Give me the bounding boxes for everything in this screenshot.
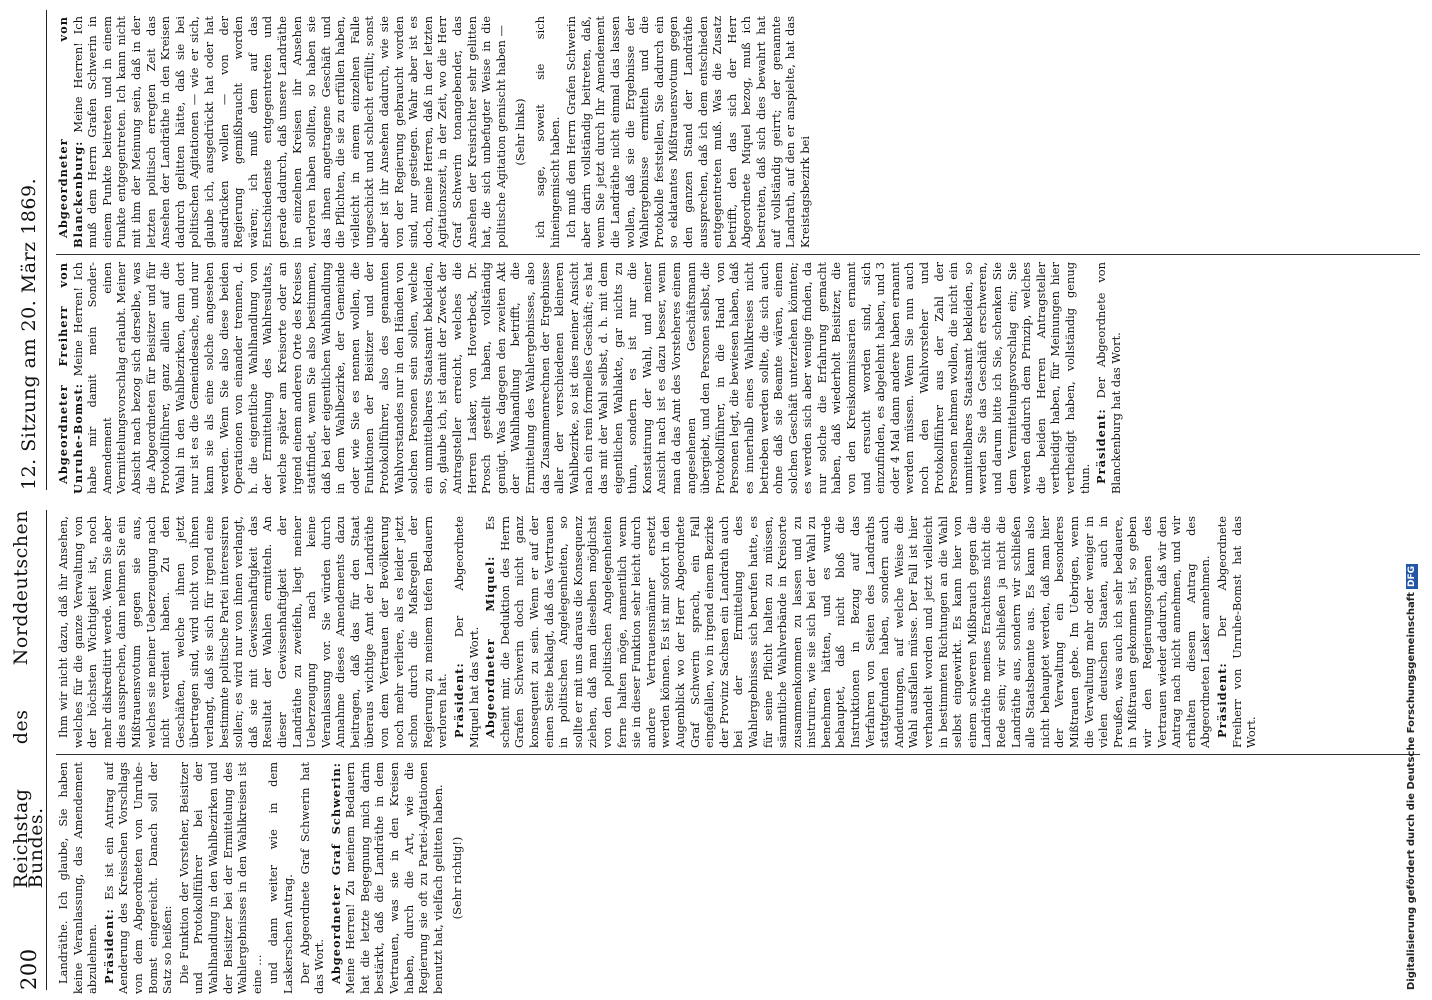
paragraph [56, 262, 1092, 494]
paragraph-text: Der Abgeordnete Freiherr von Unruhe-Bomst hat das Wort. [1214, 516, 1259, 748]
paragraph [56, 762, 100, 994]
speaker-name: Präsident: [452, 662, 467, 738]
digitization-note [1406, 10, 1428, 990]
paragraph [102, 762, 175, 994]
paragraph-text: Landräthe. Ich glaube, Sie haben keine Veranlassung, das Amendement abzulehnen. [56, 762, 100, 994]
paragraph [266, 762, 295, 994]
speaker-name: Präsident: [1214, 662, 1229, 738]
left-page [0, 500, 1432, 1000]
speaker-name: Abgeordneter Miquel: [483, 555, 498, 738]
paragraph-text: Meine Herren! Ich habe mir damit mein Sonder-Amendement einen Vermittelungsvorschlag erlaubt. Meiner Absicht nach bezog sich derselbe, was die Abgeordneten für Beisitzer und für Protokollführer, ganz allein auf die Wahl in den Wahlbezirken, denn dort nur ist es die Gemeindesache, und nur kann sie als eine solche angesehen werden. Wenn Sie also diese beiden Operationen von einander trennen, d. h. die eigentliche Wahlhandlung von der Ermittelung des Wahlresultats, welche später am Kreisorte oder an irgend einem anderen Orte des Kreises stattfindet, wenn Sie also bestimmen, daß bei der eigentlichen Wahlhandlung in dem Wahlbezirke, der Gemeinde oder wie Sie es nennen wollen, die Funktionen der Beisitzer und der Protokollführer, also des genannten Wahlvorstandes nur in den Händen von solchen Personen sein sollen, welche ein unmittelbares Staatsamt bekleiden, so, glaube ich, ist damit der Zweck der Antragsteller erreicht, welches die Herren Lasker, von Hoverbeck, Dr. Prosch gestellt haben, vollständig genügt. Was dagegen den zweiten Akt der Wahlhandlung betrifft, die Ermittelung des Wahlergebnisses, also das Zusammenrechnen der Ergebnisse aller der verschiedenen kleineren Wahlbezirke, so ist dies meiner Ansicht nach ein rein formelles Geschäft; es hat das mit der Wahl selbst, d. h. mit dem eigentlichen Wahlakte, gar nichts zu thun, sondern es ist nur die Konstatirung der Wahl, und meiner Ansicht nach ist es dazu besser, wenn man da das Amt des Vorsteheres einem angesehenen Geschäftsmann übergiebt, und den Personen selbst, die Protokollführer, in die Hand von Personen legt, die bewiesen haben, daß es innerhalb eines Wahlkreises nicht betrieben werden sollte, die sich auch ohne daß sie Beamte wären, einem solchen Geschäft unterziehen könnten; es werden sich aber wenige finden, da nur solche die Erfahrung gemacht haben, daß wiederholt Beisitzer, die von den Kreiskommissarien ernannt und ersucht worden sind, sich einzufinden, es abgelehnt haben, und 3 oder 4 Mal dann andere haben ernannt werden müssen. Wenn Sie nun auch noch den Wahlvorsteher und Protokollführer aus der Zahl der Personen nehmen wollen, die nicht ein unmittelbares Staatsamt bekleiden, so werden Sie das Geschäft erschweren, und darum bitte ich Sie, schenken Sie dem Vermittelungsvorschlag ein; Sie werden dadurch dem Prinzip, welches die beiden Herren Antragsteller vertheidigt haben, für Meinungen hier vertheidigt haben, vollständig genug thun. [70, 262, 1092, 494]
speaker-name: Abgeordneter von Blanckenburg: [56, 16, 85, 248]
paragraph-text: Der Abgeordnete von Blanckenburg hat das Wort. [1094, 262, 1123, 494]
paragraph [56, 516, 450, 748]
paragraph [564, 16, 812, 248]
interjection [513, 16, 528, 248]
column [56, 762, 1420, 994]
paragraph [533, 16, 562, 248]
speaker-name: Präsident: [101, 908, 116, 984]
paragraph-text: Es ist ein Antrag auf Aenderung des Kreisschen Vorschlags von dem Abgeordneten von Unruhe-Bomst eingereicht. Danach soll der Satz so heißen: [101, 762, 175, 994]
paragraph-text: Die Funktion der Vorsteher, Beisitzer und Protokollführer bei der Wahlhandlung in den Wahlbezirken und der Beisitzer bei der Ermittelung des Wahlergebnisses in den Wahlkreisen ist eine … [176, 762, 264, 994]
paragraph-text: Ihm wir nicht dazu, daß ihr Ansehen, welches für die ganze Verwaltung von der höchsten Wichtigkeit ist, noch mehr diskreditirt werde. Wenn Sie aber dies aussprechen, dann nehmen Sie ein Mißtrauensvotum gegen sie aus, welches sie meiner Ueberzeugung nach nicht verdient haben. Zu den Geschäften, welche ihnen jetzt übertragen sind, wird nicht von ihnen verlangt, daß sie sich für irgend eine bestimmte politische Partei interessiren sollen; es wird nur von ihnen verlangt, daß sie mit Gewissenhaftigkeit das Resultat der Wahlen ermitteln. An dieser Gewissenhaftigkeit der Landräthe zu zweifeln, liegt meiner Ueberzeugung nach keine Veranlassung vor. Sie würden durch Annahme dieses Amendements dazu beitragen, daß das für den Staat überaus wichtige Amt der Landräthe von dem Vertrauen der Bevölkerung noch mehr verliere, als es leider jetzt schon durch die Maßregeln der Regierung zu meinem tiefen Bedauern verloren hat. [56, 516, 450, 748]
left-page-columns [56, 506, 1420, 994]
right-page-columns [56, 6, 1420, 494]
speaker-name: Präsident: [1094, 408, 1109, 484]
right-page-header [12, 10, 47, 490]
paragraph-text: und dann weiter wie in dem Laskerschen Antrag. [266, 762, 295, 994]
paragraph [298, 762, 327, 994]
dfg-logo: DFG [1407, 565, 1417, 587]
paragraph-text: Meine Herren! Ich muß dem Herrn Grafen Schwerin in einem Punkte beitreten und in einem Punkte entgegentreten. Ich kann nicht mit ihm der Meinung sein, daß in der letzten politisch erregten Zeit das Ansehen der Landräthe in den Kreisen dadurch gelitten hätte, daß sie bei politischen Agitationen — wie er sich, glaube ich, ausgedrückt hat oder hat ausdrücken wollen — von der Regierung gemißbraucht worden wären; ich muß dem auf das Entschiedenste entgegentreten und gerade dadurch, daß unsere Landräthe in einzelnen Kreisen ihr Ansehen verloren haben sollten, so haben sie das ihnen angetragene Geschäft und die Pflichten, die sie zu erfüllen haben, vielleicht in einem einzelnen Falle ungeschickt und schlecht erfüllt; sonst aber ist ihr Ansehen dadurch, wie sie von der Regierung gebraucht worden sind, nur gestiegen. Wahr aber ist es doch, meine Herren, daß in der letzten Agitationszeit, in der Zeit, wo die Herr Graf Schwerin tonangebender, das Ansehen der Kreisrichter sehr gelitten hat, die sich unbefugter Weise in die politische Agitation gemischt haben — [70, 16, 508, 248]
paragraph-text: Es scheint mir, die Deduktion des Herrn Grafen Schwerin doch nicht ganz konsequent zu sein. Wenn er auf der einen Seite beklagt, daß das Vertrauen in politischen Angelegenheiten, so sollte er mit uns daraus die Konsequenz ziehen, daß man dieselben möglichst von den politischen Angelegenheiten ferne halten möge, namentlich wenn sie in dieser Funktion sehr leicht durch andere Vertrauensmänner ersetzt werden können. Es ist mir sofort in den Augenblick wo der Herr Abgeordnete Graf Schwerin sprach, ein Fall eingefallen, wo in irgend einem Bezirke der Provinz Sachsen ein Landrath auch bei der Ermittelung des Wahlergebnisses sich berufen hatte, es für seine Pflicht halten zu müssen, sämmtliche Wahlverbände in Kreisorte zusammenkommen zu lassen und zu instruiren, wie sie sich bei der Wahl zu benehmen hätten, und es wurde behauptet, daß nicht bloß die Instruktionen in Bezug auf das Verfahren von Seiten des Landraths stattgefunden haben, sondern auch Andeutungen, auf welche Weise die Wahl ausfallen müsse. Der Fall ist hier verhandelt worden und jetzt vielleicht in bestimmten Richtungen an die Wahl selbst eingewirkt. Es kann hier von einem schweren Mißbrauch gegen die Landräthe meines Erachtens nicht die Rede sein; wir schließen ja nicht die Landräthe aus, sondern wir schließen alle Staatsbeamte aus. Es kann also nicht behauptet werden, daß man hier der Verwaltung ein besonderes Mißtrauen gebe. Im Uebrigen, wenn die Verwaltung mehr oder weniger in vielen deutschen Staaten, auch in Preußen, was auch ich sehr bedauere, in Mißtrauen gekommen ist, so geben wir den Regierungsorganen des Vertrauen wieder dadurch, daß wir den Antrag nach nicht annehmen, und wir erhalten diesem Antrag des Abgeordneten Lasker annehmen. [483, 516, 1213, 748]
paragraph [452, 516, 481, 748]
paragraph [177, 762, 265, 994]
interjection [450, 762, 465, 994]
paragraph-text: Meine Herren! Zu meinem Bedauern hat die letzte Begegnung mich darin bestärkt, daß die Landräthe in dem Vertrauen, was sie in den Kreisen haben, durch die Art, wie die Regierung sie oft zu Partei-Agitationen benutzt hat, vielfach gelitten haben. [343, 762, 445, 994]
running-title: Reichstag des Norddeutschen Bundes. [10, 510, 47, 889]
session-title: 12. Sitzung am 20. März 1869. [17, 177, 40, 490]
paragraph [483, 516, 1213, 748]
left-page-header [12, 510, 47, 990]
speaker-name: Abgeordneter Freiherr von Unruhe-Bomst: [56, 262, 85, 494]
column-divider [56, 254, 1420, 255]
speaker-name: Abgeordneter Graf Schwerin: [328, 762, 343, 984]
paragraph-text: (Sehr richtig!) [450, 836, 465, 920]
column-divider [56, 754, 1420, 755]
paragraph-text: Der Abgeordnete Graf Schwerin hat das Wort. [297, 762, 327, 994]
paragraph [56, 16, 508, 248]
paragraph-text: ich sage, soweit sie sich hineingemischt haben. [533, 16, 562, 248]
digitization-text: Digitalisierung gefördert durch die Deutsche Forschungsgemeinschaft [1406, 592, 1417, 990]
column [56, 16, 1420, 248]
column [56, 516, 1420, 748]
paragraph-text: Ich muß dem Herrn Grafen Schwerin aber darin vollständig beitreten, daß, wenn Sie jetzt durch Ihr Amendement die Landräthe nicht einmal das lassen wollen, daß sie die Ergebnisse der Wahlergebnisse ermitteln und die Protokolle feststellen, Sie dadurch ein so eklatantes Mißtrauensvotum gegen den ganzen Stand der Landräthe aussprechen, daß ich dem entschieden entgegentreten muß. Was die Zusatz betrifft, den das sich der Herr Abgeordnete Miquel bezog, muß ich bestreiten, daß sich dies bewahrt hat auf vollständig geirrt; der genannte Landrath, auf den er anspielte, hat das Kreistagsbezirk bei [564, 16, 812, 248]
page-number: 200 [16, 948, 41, 990]
paragraph-text: (Sehr links) [513, 98, 528, 166]
paragraph [1215, 516, 1259, 748]
paragraph [1094, 262, 1123, 494]
paragraph-text: Der Abgeordnete Miquel hat das Wort. [452, 516, 481, 748]
column [56, 262, 1420, 494]
paragraph [329, 762, 446, 994]
